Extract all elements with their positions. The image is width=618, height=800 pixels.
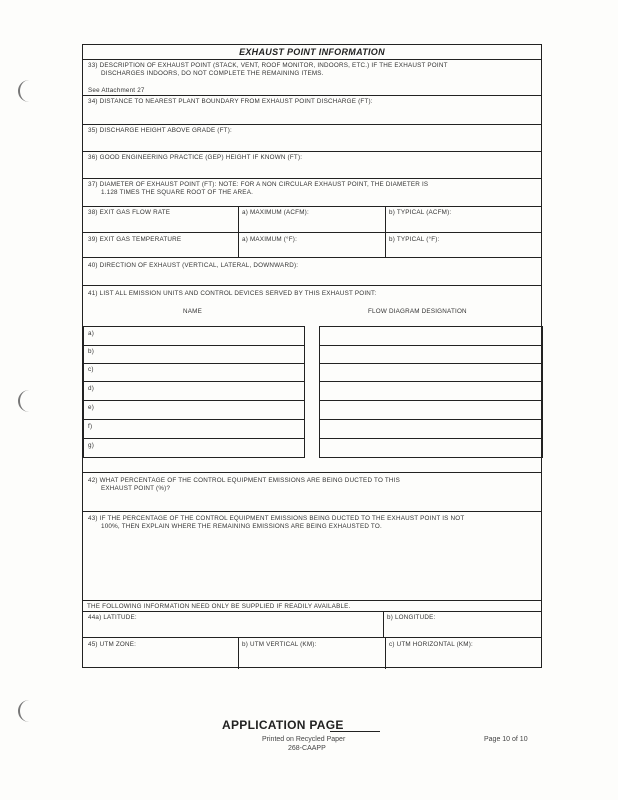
name-column-header: NAME xyxy=(183,308,202,315)
q43-label-cont: 100%, THEN EXPLAIN WHERE THE REMAINING EMISSIONS ARE BEING EXHAUSTED TO. xyxy=(101,523,382,530)
page-number: Page 10 of 10 xyxy=(484,736,528,743)
name-row-c[interactable]: c) xyxy=(88,366,94,373)
q39-label: 39) EXIT GAS TEMPERATURE xyxy=(88,236,182,243)
q34-label: 34) DISTANCE TO NEAREST PLANT BOUNDARY FROM EXHAUST POINT DISCHARGE (FT): xyxy=(88,98,373,105)
name-table xyxy=(83,326,305,458)
recycled-paper-note: Printed on Recycled Paper xyxy=(262,736,346,743)
q45-utm-vertical: b) UTM VERTICAL (KM): xyxy=(242,641,317,648)
exhaust-point-form xyxy=(82,44,542,668)
q33-label-cont: DISCHARGES INDOORS, DO NOT COMPLETE THE REMAINING ITEMS. xyxy=(101,70,324,77)
flow-diagram-column-header: FLOW DIAGRAM DESIGNATION xyxy=(368,308,467,315)
q45-utm-zone: 45) UTM ZONE: xyxy=(88,641,137,648)
q38-typical: b) TYPICAL (ACFM): xyxy=(389,209,452,216)
q44-latitude: 44a) LATITUDE: xyxy=(88,614,137,621)
q37-label-cont: 1.128 TIMES THE SQUARE ROOT OF THE AREA. xyxy=(101,189,254,196)
name-row-b[interactable]: b) xyxy=(88,348,94,355)
name-row-a[interactable]: a) xyxy=(88,330,94,337)
q41-label: 41) LIST ALL EMISSION UNITS AND CONTROL DEVICES SERVED BY THIS EXHAUST POINT: xyxy=(88,290,377,297)
application-page-blank xyxy=(330,731,380,732)
name-row-f[interactable]: f) xyxy=(88,423,93,430)
q38-maximum: a) MAXIMUM (ACFM): xyxy=(242,209,309,216)
name-row-d[interactable]: d) xyxy=(88,385,94,392)
optional-info-note: THE FOLLOWING INFORMATION NEED ONLY BE SUPPLIED IF READILY AVAILABLE. xyxy=(87,603,351,610)
q33-answer[interactable]: See Attachment 27 xyxy=(88,87,145,94)
q39-maximum: a) MAXIMUM (°F): xyxy=(242,236,298,243)
form-title: EXHAUST POINT INFORMATION xyxy=(83,45,541,60)
name-row-g[interactable]: g) xyxy=(88,442,94,449)
q33-label: 33) DESCRIPTION OF EXHAUST POINT (STACK, VENT, ROOF MONITOR, INDOORS, ETC.) IF THE EXHAUST POINT xyxy=(88,62,448,69)
q42-label-cont: EXHAUST POINT (%)? xyxy=(101,485,171,492)
q43-label: 43) IF THE PERCENTAGE OF THE CONTROL EQUIPMENT EMISSIONS BEING DUCTED TO THE EXHAUST POINT IS NOT xyxy=(88,515,465,522)
application-page-title: APPLICATION PAGE xyxy=(222,718,344,732)
punch-hole-mark xyxy=(18,80,30,102)
punch-hole-mark xyxy=(18,390,30,412)
punch-hole-mark xyxy=(18,700,30,722)
q35-label: 35) DISCHARGE HEIGHT ABOVE GRADE (FT): xyxy=(88,127,232,134)
q39-typical: b) TYPICAL (°F): xyxy=(389,236,440,243)
q44-longitude: b) LONGITUDE: xyxy=(387,614,436,621)
name-row-e[interactable]: e) xyxy=(88,404,94,411)
q42-label: 42) WHAT PERCENTAGE OF THE CONTROL EQUIPMENT EMISSIONS ARE BEING DUCTED TO THIS xyxy=(88,477,401,484)
form-code: 268-CAAPP xyxy=(288,745,326,752)
q45-utm-horizontal: c) UTM HORIZONTAL (KM): xyxy=(389,641,474,648)
q37-label: 37) DIAMETER OF EXHAUST POINT (FT): NOTE: FOR A NON CIRCULAR EXHAUST POINT, THE DIAMETER IS xyxy=(88,181,429,188)
q40-label: 40) DIRECTION OF EXHAUST (VERTICAL, LATERAL, DOWNWARD): xyxy=(88,262,299,269)
flow-diagram-table[interactable] xyxy=(319,326,543,458)
q38-label: 38) EXIT GAS FLOW RATE xyxy=(88,209,171,216)
q36-label: 36) GOOD ENGINEERING PRACTICE (GEP) HEIGHT IF KNOWN (FT): xyxy=(88,154,303,161)
